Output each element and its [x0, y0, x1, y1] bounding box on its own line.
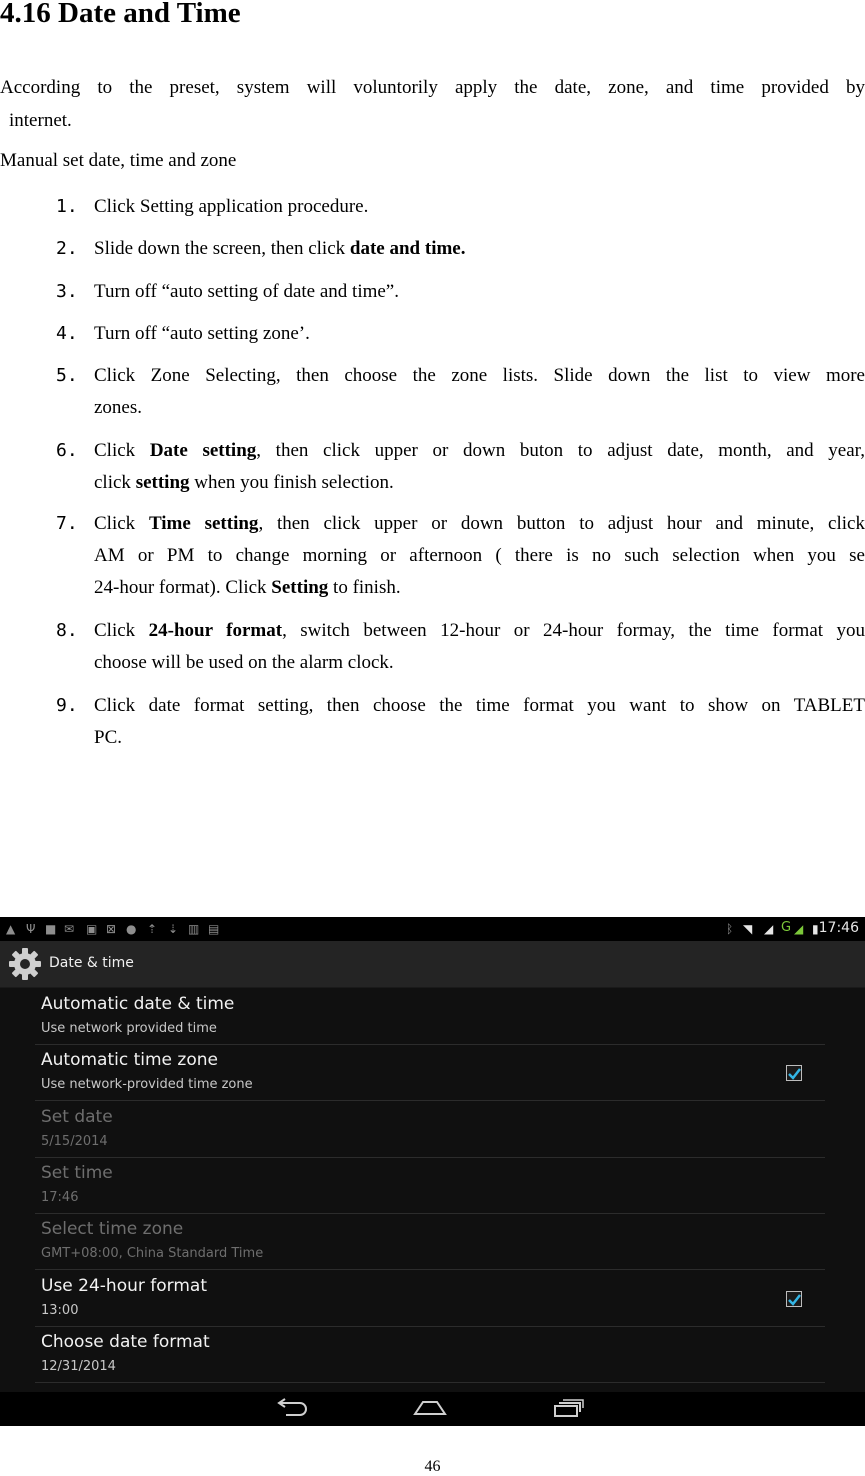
- step-number: 4.: [56, 323, 78, 344]
- step-emphasis: date and time.: [349, 238, 466, 259]
- setting-row[interactable]: [35, 1157, 825, 1214]
- step-text: , switch between 12-hour or 24-hour formay, the time format you: [282, 620, 865, 641]
- step-text: , then click upper or down button to adjust hour and minute, click: [258, 513, 865, 534]
- setting-row[interactable]: [35, 1213, 825, 1270]
- setting-summary: 12/31/2014: [41, 1358, 116, 1374]
- step-line: [94, 360, 865, 392]
- step-emphasis: 24-hour format: [148, 620, 283, 641]
- step-emphasis: Date setting: [149, 440, 257, 461]
- section-heading: 4.16 Date and Time: [0, 0, 241, 29]
- browser-icon: ●: [126, 922, 137, 936]
- storage-icon: ▥: [188, 922, 200, 936]
- setting-summary: 13:00: [41, 1302, 79, 1318]
- action-bar: [0, 941, 865, 988]
- setting-summary: GMT+08:00, China Standard Time: [41, 1246, 264, 1262]
- setting-summary: Use network-provided time zone: [41, 1077, 253, 1093]
- lock-icon: ■: [45, 922, 57, 936]
- step-number: 9.: [56, 695, 78, 716]
- step-text: to finish.: [328, 577, 401, 598]
- step-text: when you finish selection.: [189, 472, 394, 493]
- step-item: [94, 233, 865, 265]
- step-line: [94, 276, 865, 308]
- step-emphasis: Setting: [271, 577, 329, 598]
- step-text: Turn off “auto setting zone’.: [94, 323, 310, 344]
- step-number: 2.: [56, 238, 78, 259]
- signal-icon: ◢: [764, 922, 774, 936]
- step-number: 7.: [56, 513, 78, 534]
- step-item: [94, 615, 865, 679]
- checkbox-checked-icon[interactable]: [786, 1291, 802, 1307]
- step-line: [94, 467, 865, 499]
- setting-row[interactable]: [35, 988, 825, 1045]
- step-item: [94, 276, 865, 308]
- manual-heading: Manual set date, time and zone: [0, 150, 237, 171]
- screen-title: Date & time: [49, 955, 134, 971]
- step-item: [94, 690, 865, 754]
- step-line: [94, 508, 865, 540]
- step-text: Click date format setting, then choose the time format you want to show on TABLET: [94, 695, 865, 716]
- step-text: Click: [94, 513, 149, 534]
- step-emphasis: setting: [135, 472, 190, 493]
- step-line: [94, 318, 865, 350]
- step-line: [94, 572, 865, 604]
- step-item: [94, 435, 865, 499]
- wifi-icon: ◥: [743, 922, 753, 936]
- setting-row[interactable]: [35, 1270, 825, 1327]
- step-number: 6.: [56, 440, 78, 461]
- status-bar: [0, 917, 865, 941]
- settings-list: [0, 988, 865, 1392]
- network-type-label: G: [781, 920, 792, 935]
- usb-icon: Ψ: [26, 922, 36, 936]
- setting-title: Select time zone: [41, 1219, 184, 1240]
- download-icon: ⇣: [168, 922, 179, 936]
- step-number: 5.: [56, 365, 78, 386]
- step-text: Click: [94, 440, 150, 461]
- image-icon: ▣: [86, 922, 98, 936]
- step-text: , then click upper or down buton to adjust date, month, and year,: [256, 440, 865, 461]
- step-line: [94, 690, 865, 722]
- signal-strength-icon: ◢: [794, 922, 804, 936]
- step-text: choose will be used on the alarm clock.: [94, 652, 394, 673]
- shop-icon: ▤: [208, 922, 220, 936]
- step-line: [94, 722, 865, 754]
- setting-summary: Use network provided time: [41, 1021, 217, 1036]
- step-line: [94, 540, 865, 572]
- step-line: [94, 435, 865, 467]
- setting-title: Automatic time zone: [41, 1050, 218, 1071]
- setting-row[interactable]: [35, 1326, 825, 1383]
- step-text: Click Zone Selecting, then choose the zone lists. Slide down the list to view more: [94, 365, 865, 386]
- setting-title: Set time: [41, 1162, 113, 1183]
- mail-icon: ✉: [64, 922, 75, 936]
- step-line: [94, 233, 865, 265]
- intro-line-2: internet.: [9, 110, 72, 131]
- step-line: [94, 615, 865, 647]
- step-text: PC.: [94, 727, 122, 748]
- step-line: [94, 647, 865, 679]
- status-clock: 17:46: [818, 920, 859, 936]
- battery-icon: ▮: [812, 922, 819, 936]
- step-text: click: [94, 472, 136, 493]
- setting-title: Automatic date & time: [41, 994, 235, 1014]
- step-number: 3.: [56, 281, 78, 302]
- step-text: Click Setting application procedure.: [94, 196, 369, 217]
- step-text: Slide down the screen, then click: [94, 238, 350, 259]
- setting-title: Choose date format: [41, 1331, 210, 1352]
- step-item: [94, 318, 865, 350]
- setting-row[interactable]: [35, 1044, 825, 1101]
- page-number: 46: [424, 1458, 441, 1475]
- checkbox-checked-icon[interactable]: [786, 1065, 802, 1081]
- step-text: Click: [94, 620, 149, 641]
- step-line: [94, 392, 865, 424]
- step-number: 8.: [56, 620, 78, 641]
- setting-row[interactable]: [35, 1101, 825, 1158]
- blocked-icon: ⊠: [106, 922, 117, 936]
- step-text: 24-hour format). Click: [94, 577, 272, 598]
- warning-icon: ▲: [6, 922, 16, 936]
- step-text: zones.: [94, 397, 143, 418]
- step-item: [94, 191, 865, 223]
- setting-summary: 17:46: [41, 1189, 79, 1205]
- setting-summary: 5/15/2014: [41, 1133, 108, 1149]
- step-text: AM or PM to change morning or afternoon ( there is no such selection when you se: [94, 545, 865, 566]
- back-icon[interactable]: [276, 1398, 310, 1418]
- screenshot-date-time-settings: [0, 917, 865, 1426]
- step-number: 1.: [56, 196, 78, 217]
- home-icon[interactable]: [412, 1398, 448, 1418]
- step-item: [94, 508, 865, 604]
- navigation-bar: [0, 1392, 865, 1426]
- bluetooth-icon: ᛒ: [726, 922, 734, 936]
- upload-icon: ⇡: [147, 922, 158, 936]
- setting-title: Set date: [41, 1106, 113, 1127]
- step-item: [94, 360, 865, 424]
- setting-title: Use 24-hour format: [41, 1275, 207, 1296]
- step-emphasis: Time setting: [148, 513, 259, 534]
- intro-line-1: According to the preset, system will voluntorily apply the date, zone, and time provided by: [0, 77, 865, 98]
- recent-apps-icon[interactable]: [551, 1398, 585, 1418]
- step-line: [94, 191, 865, 223]
- settings-gear-icon[interactable]: [6, 945, 44, 983]
- step-text: Turn off “auto setting of date and time”.: [94, 281, 399, 302]
